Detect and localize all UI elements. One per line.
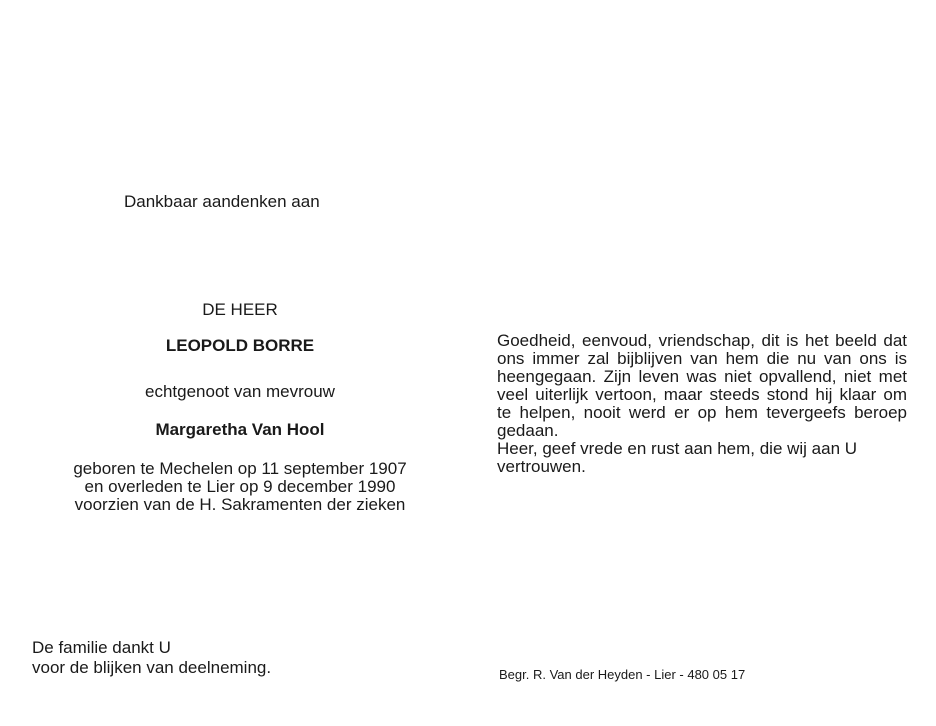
memorial-verse	[497, 332, 907, 476]
title-text: DE HEER	[202, 300, 278, 319]
intro-text: Dankbaar aandenken aan	[124, 192, 320, 211]
deceased-name: LEOPOLD BORRE	[165, 336, 315, 355]
printer-credit: Begr. R. Van der Heyden - Lier - 480 05 17	[499, 667, 746, 682]
verse-paragraph: Goedheid, eenvoud, vriendschap, dit is het beeld dat ons immer zal bijblijven van hem die nu van ons is heengegaan. Zijn leven was niet opvallend, niet met veel uiterlijk vertoon, maar steeds stond hij klaar om te helpen, nooit werd er op hem tevergeefs beroep gedaan.	[497, 331, 907, 440]
death-line: en overleden te Lier op 9 december 1990	[84, 477, 396, 496]
life-details	[30, 460, 450, 514]
sacraments-line: voorzien van de H. Sakramenten der zieken	[74, 495, 406, 514]
family-thanks	[32, 638, 271, 678]
spouse-intro-text: echtgenoot van mevrouw	[145, 382, 335, 401]
spouse-name: Margaretha Van Hool	[155, 420, 325, 439]
thanks-line: De familie dankt U	[32, 638, 171, 657]
thanks-line: voor de blijken van deelneming.	[32, 658, 272, 677]
birth-line: geboren te Mechelen op 11 september 1907	[73, 459, 407, 478]
prayer-paragraph: Heer, geef vrede en rust aan hem, die wij aan U vertrouwen.	[497, 439, 858, 476]
